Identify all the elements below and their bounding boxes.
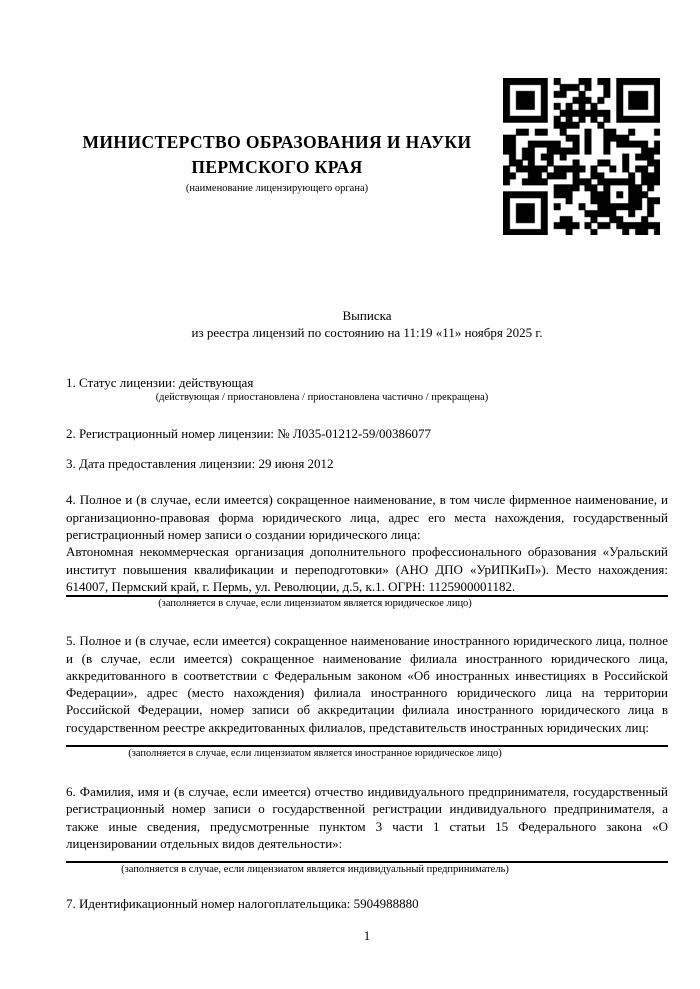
document-title xyxy=(66,307,668,342)
licensee-legal-entity-item xyxy=(66,491,668,611)
grant-date-text: 3. Дата предоставления лицензии: 29 июня 2012 xyxy=(66,456,334,472)
document-title-line2: из реестра лицензий по состоянию на 11:19 «11» ноября 2025 г. xyxy=(191,325,543,341)
qr-code-icon xyxy=(503,78,660,235)
registration-number-item xyxy=(66,425,668,442)
registration-number-text: 2. Регистрационный номер лицензии: № Л035-01212-59/00386077 xyxy=(66,425,432,441)
license-status-text: 1. Статус лицензии: действующая xyxy=(66,374,254,390)
foreign-entity-field-caption: (заполняется в случае, если лицензиатом является иностранное юридическое лицо) xyxy=(128,748,502,760)
ministry-name-line1: МИНИСТЕРСТВО ОБРАЗОВАНИЯ И НАУКИ xyxy=(82,132,472,152)
licensee-field-caption: (заполняется в случае, если лицензиатом является юридическое лицо) xyxy=(158,598,472,610)
license-status-options-caption: (действующая / приостановлена / приостановлена частично / прекращена) xyxy=(155,391,489,403)
individual-entrepreneur-heading-text: 6. Фамилия, имя и (в случае, если имеется) отчество индивидуального предпринимателя, государственный регистрационный номер записи о государственной регистрации индивидуального предпринимателя, а также иные сведения, предусмотренные пунктом 3 части 1 статьи 15 Федерального закона «О лицензировании отдельных видов деятельности»: xyxy=(66,784,668,851)
foreign-entity-item xyxy=(66,632,668,761)
licensee-name-value: Автономная некоммерческая организация дополнительного профессионального образования «Уральский институт повышения квалификации и переподготовки» (АНО ДПО «УрИПКиП»). Место нахождения: 614007, Пермский край, г. Пермь, ул. Революции, д.5, к.1. ОГРН: 1125900001182. xyxy=(66,544,668,594)
grant-date-item xyxy=(66,455,668,472)
licensing-authority-block xyxy=(66,130,488,196)
licensee-heading-text: 4. Полное и (в случае, если имеется) сокращенное наименование, в том числе фирменное наименование, и организационно-правовая форма юридического лица, адрес его места нахождения, государственный регистрационный номер записи о создании юридического лица: xyxy=(66,492,668,543)
individual-entrepreneur-field-caption: (заполняется в случае, если лицензиатом является индивидуальный предприниматель) xyxy=(121,864,509,876)
foreign-entity-heading-text: 5. Полное и (в случае, если имеется) сокращенное наименование иностранного юридического лица, полное и (в случае, если имеется) сокращенное наименование филиала иностранного юридического лица, аккредитованного в соответствии с Федеральным законом «Об иностранных инвестициях в Российской Федерации», адрес (место нахождения) филиала иностранного юридического лица на территории Российской Федерации, номер записи об аккредитации филиала иностранного юридического лица в государственном реестре аккредитованных филиалов, представительств иностранных юридических лиц: xyxy=(66,633,668,735)
license-status-item xyxy=(66,374,668,405)
taxpayer-id-text: 7. Идентификационный номер налогоплательщика: 5904988880 xyxy=(66,896,419,912)
individual-entrepreneur-item xyxy=(66,783,668,877)
ministry-name-line2: ПЕРМСКОГО КРАЯ xyxy=(191,157,363,177)
document-title-line1: Выписка xyxy=(342,308,392,323)
page-number: 1 xyxy=(363,927,371,943)
taxpayer-id-item xyxy=(66,895,668,912)
ministry-name-caption: (наименование лицензирующего органа) xyxy=(185,183,369,194)
